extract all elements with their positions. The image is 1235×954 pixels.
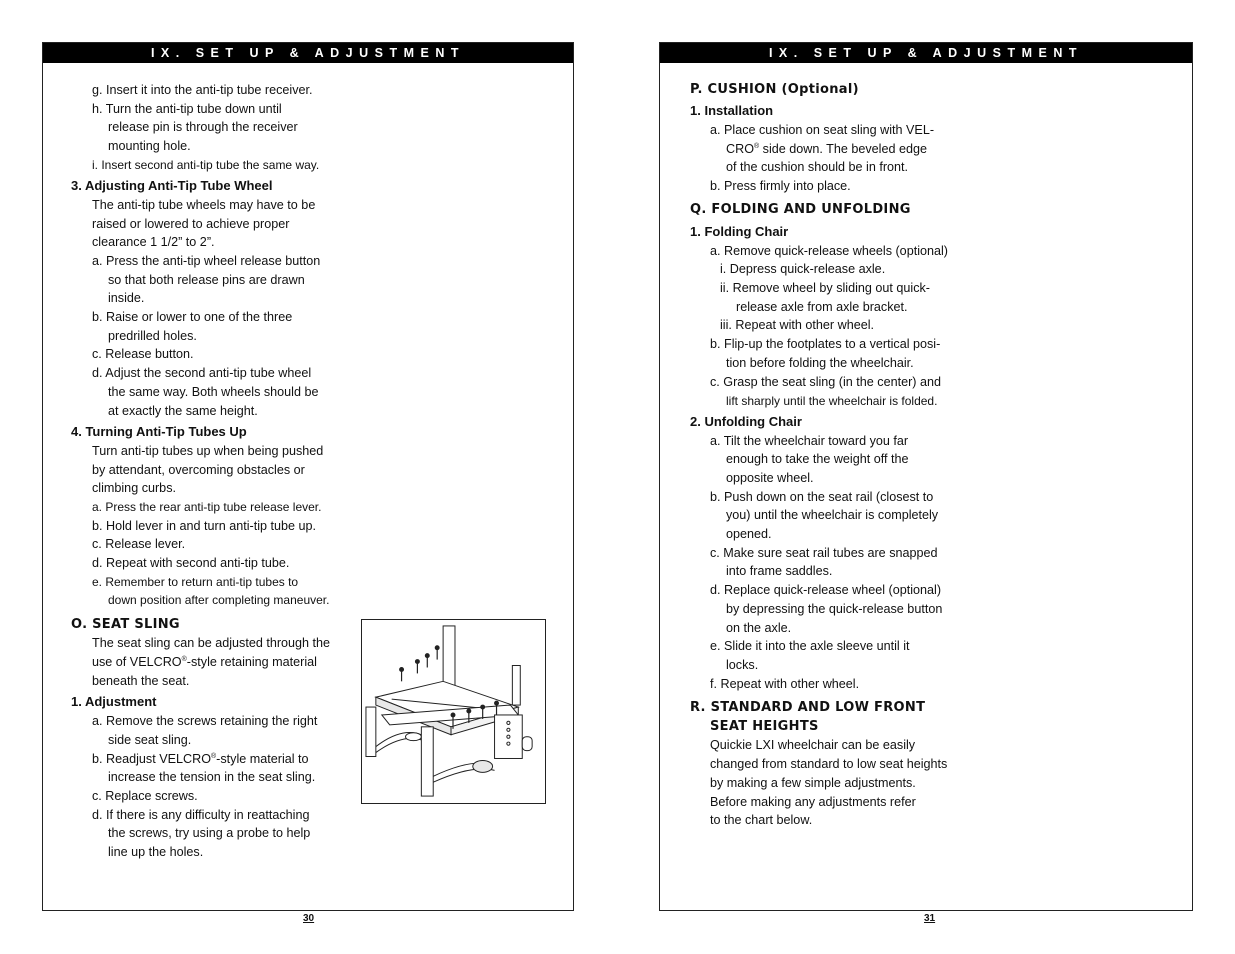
heading-adjusting-wheel: 3. Adjusting Anti-Tip Tube Wheel (71, 178, 273, 193)
step-d: d. If there is any difficulty in reattaching (92, 808, 310, 822)
step-a: a. Press the anti-tip wheel release button (92, 254, 321, 268)
step-c: c. Make sure seat rail tubes are snapped (710, 546, 938, 560)
step-a: a. Remove the screws retaining the right (92, 714, 318, 728)
step-c: c. Replace screws. (92, 789, 198, 803)
step-a-cont: so that both release pins are drawn (108, 273, 305, 287)
step-b-cont: tion before folding the wheelchair. (726, 356, 914, 370)
step-d-cont: on the axle. (726, 621, 792, 635)
step-b: b. Push down on the seat rail (closest to (710, 490, 934, 504)
section-seat-heights: R. STANDARD AND LOW FRONT (690, 700, 926, 715)
paragraph: The seat sling can be adjusted through the (92, 636, 331, 650)
step-d-cont: line up the holes. (108, 845, 204, 859)
heading-installation: 1. Installation (690, 103, 774, 118)
paragraph: raised or lowered to achieve proper (92, 217, 290, 231)
seat-sling-illustration (361, 619, 546, 804)
section-seat-heights-cont: SEAT HEIGHTS (710, 719, 819, 734)
step-a: a. Place cushion on seat sling with VEL- (710, 123, 935, 137)
paragraph: by making a few simple adjustments. (710, 776, 916, 790)
step-e: e. Slide it into the axle sleeve until it (710, 639, 910, 653)
step-i: i. Insert second anti-tip tube the same way. (92, 158, 320, 172)
step-e-cont: locks. (726, 658, 759, 672)
step-e-cont: down position after completing maneuver. (108, 593, 330, 607)
step-b-cont: opened. (726, 527, 772, 541)
step-a: a. Press the rear anti-tip tube release lever. (92, 500, 322, 514)
section-folding: Q. FOLDING AND UNFOLDING (690, 202, 911, 217)
paragraph: beneath the seat. (92, 674, 190, 688)
step-c-cont: into frame saddles. (726, 564, 833, 578)
paragraph: Turn anti-tip tubes up when being pushed (92, 444, 324, 458)
step-h-cont: mounting hole. (108, 139, 191, 153)
step-e: e. Remember to return anti-tip tubes to (92, 575, 299, 589)
heading-folding-chair: 1. Folding Chair (690, 224, 789, 239)
left-page-header: IX. SET UP & ADJUSTMENT (43, 43, 573, 63)
paragraph: use of VELCRO®-style retaining material (92, 655, 317, 669)
right-page-number: 31 (924, 913, 936, 924)
section-seat-sling: O. SEAT SLING (71, 617, 180, 632)
paragraph: climbing curbs. (92, 481, 176, 495)
paragraph: by attendant, overcoming obstacles or (92, 463, 305, 477)
section-cushion: P. CUSHION (Optional) (690, 82, 859, 97)
step-a-cont: CRO® side down. The beveled edge (726, 142, 927, 156)
step-c-cont: lift sharply until the wheelchair is folded. (726, 394, 938, 408)
step-i: i. Depress quick-release axle. (720, 262, 886, 276)
step-d: d. Adjust the second anti-tip tube wheel (92, 366, 312, 380)
step-h: h. Turn the anti-tip tube down until (92, 102, 282, 116)
paragraph: clearance 1 1/2” to 2”. (92, 235, 215, 249)
step-d-cont: the same way. Both wheels should be (108, 385, 319, 399)
step-d-cont: at exactly the same height. (108, 404, 258, 418)
step-a-cont: opposite wheel. (726, 471, 814, 485)
heading-turning-tubes: 4. Turning Anti-Tip Tubes Up (71, 424, 247, 439)
step-a-cont: inside. (108, 291, 145, 305)
step-a-cont: side seat sling. (108, 733, 192, 747)
paragraph: to the chart below. (710, 813, 813, 827)
step-f: f. Repeat with other wheel. (710, 677, 860, 691)
step-ii-cont: release axle from axle bracket. (736, 300, 908, 314)
wheelchair-frame-drawing (362, 620, 545, 803)
paragraph: Quickie LXI wheelchair can be easily (710, 738, 916, 752)
step-b-cont: you) until the wheelchair is completely (726, 508, 939, 522)
left-page-number: 30 (303, 913, 315, 924)
step-a-cont: enough to take the weight off the (726, 452, 909, 466)
step-b: b. Raise or lower to one of the three (92, 310, 293, 324)
paragraph: The anti-tip tube wheels may have to be (92, 198, 316, 212)
step-h-cont: release pin is through the receiver (108, 120, 298, 134)
step-ii: ii. Remove wheel by sliding out quick- (720, 281, 930, 295)
step-d: d. Replace quick-release wheel (optional) (710, 583, 942, 597)
step-d-cont: the screws, try using a probe to help (108, 826, 311, 840)
step-a: a. Remove quick-release wheels (optional) (710, 244, 948, 258)
paragraph: Before making any adjustments refer (710, 795, 916, 809)
step-b: b. Hold lever in and turn anti-tip tube up. (92, 519, 317, 533)
step-b: b. Flip-up the footplates to a vertical posi- (710, 337, 941, 351)
step-d-cont: by depressing the quick-release button (726, 602, 943, 616)
step-iii: iii. Repeat with other wheel. (720, 318, 875, 332)
step-b-cont: predrilled holes. (108, 329, 197, 343)
step-a: a. Tilt the wheelchair toward you far (710, 434, 909, 448)
step-g: g. Insert it into the anti-tip tube receiver. (92, 83, 313, 97)
step-d: d. Repeat with second anti-tip tube. (92, 556, 290, 570)
heading-unfolding-chair: 2. Unfolding Chair (690, 414, 802, 429)
step-a-cont: of the cushion should be in front. (726, 160, 909, 174)
step-c: c. Grasp the seat sling (in the center) and (710, 375, 942, 389)
step-b: b. Readjust VELCRO®-style material to (92, 752, 309, 766)
step-c: c. Release lever. (92, 537, 186, 551)
step-b-cont: increase the tension in the seat sling. (108, 770, 316, 784)
step-b: b. Press firmly into place. (710, 179, 851, 193)
heading-adjustment: 1. Adjustment (71, 694, 157, 709)
paragraph: changed from standard to low seat heights (710, 757, 948, 771)
step-c: c. Release button. (92, 347, 194, 361)
right-page-header: IX. SET UP & ADJUSTMENT (660, 43, 1192, 63)
